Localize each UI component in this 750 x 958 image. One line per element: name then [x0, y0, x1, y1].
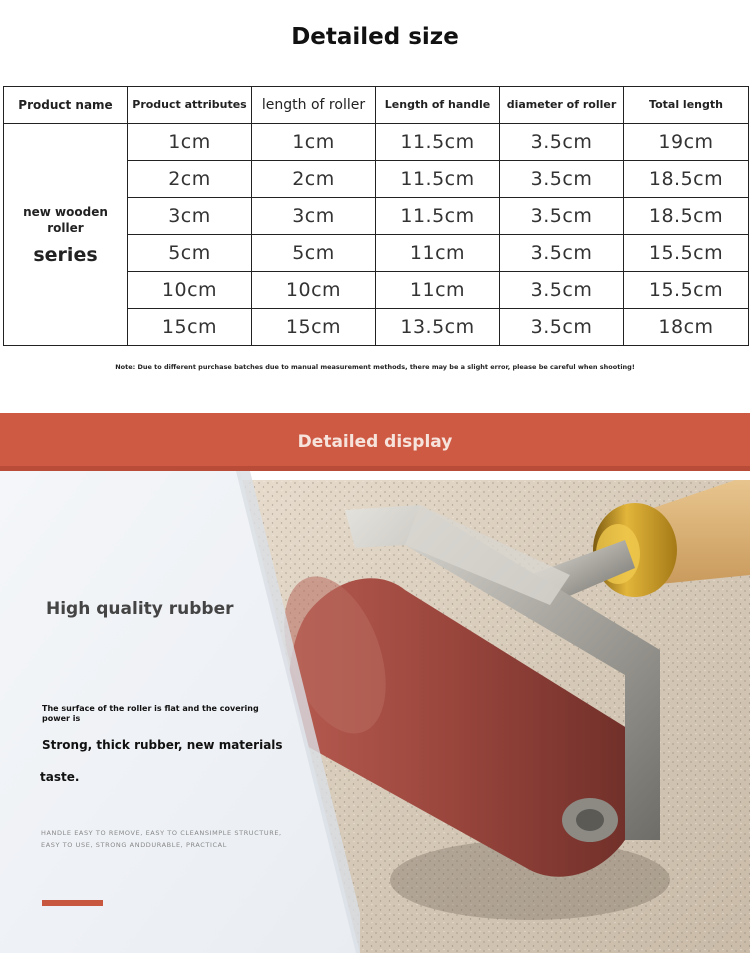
header-product-name: Product name: [4, 87, 128, 124]
cell-attribute: 10cm: [128, 272, 252, 309]
cell-total-length: 15.5cm: [624, 235, 749, 272]
feature-fine-print: HANDLE EASY TO REMOVE, EASY TO CLEANSIMPLE STRUCTURE, EASY TO USE, STRONG ANDDURABLE, PRACTICAL: [41, 829, 282, 849]
header-diameter-of-roller: diameter of roller: [500, 87, 624, 124]
page-title: Detailed size: [291, 24, 459, 50]
table-row: [4, 124, 749, 161]
cell-diameter: 3.5cm: [500, 124, 624, 161]
cell-handle-length: 11.5cm: [376, 198, 500, 235]
feature-line-2: Strong, thick rubber, new materials: [42, 738, 283, 752]
banner-title: Detailed display: [297, 432, 453, 452]
cell-roller-length: 10cm: [252, 272, 376, 309]
cell-roller-length: 15cm: [252, 309, 376, 346]
cell-diameter: 3.5cm: [500, 161, 624, 198]
product-name: new wooden roller: [23, 204, 108, 235]
size-table: [3, 86, 749, 346]
cell-diameter: 3.5cm: [500, 309, 624, 346]
header-length-of-roller: length of roller: [252, 87, 376, 124]
cell-diameter: 3.5cm: [500, 235, 624, 272]
cell-handle-length: 11cm: [376, 235, 500, 272]
cell-total-length: 15.5cm: [624, 272, 749, 309]
header-length-of-handle: Length of handle: [376, 87, 500, 124]
feature-title: High quality rubber: [46, 599, 234, 619]
feature-line-3: taste.: [40, 770, 80, 784]
product-name-cell: [4, 124, 128, 346]
table-header-row: [4, 87, 749, 124]
cell-handle-length: 11.5cm: [376, 161, 500, 198]
cell-total-length: 18.5cm: [624, 198, 749, 235]
cell-diameter: 3.5cm: [500, 198, 624, 235]
cell-roller-length: 1cm: [252, 124, 376, 161]
product-series: series: [33, 243, 98, 266]
cell-diameter: 3.5cm: [500, 272, 624, 309]
cell-total-length: 19cm: [624, 124, 749, 161]
header-product-attributes: Product attributes: [128, 87, 252, 124]
accent-bar: [42, 900, 103, 906]
measurement-note: Note: Due to different purchase batches due to manual measurement methods, there may be a slight error, please be careful when shooting!: [115, 363, 635, 371]
cell-attribute: 3cm: [128, 198, 252, 235]
cell-handle-length: 13.5cm: [376, 309, 500, 346]
cell-roller-length: 5cm: [252, 235, 376, 272]
header-total-length: Total length: [624, 87, 749, 124]
cell-attribute: 2cm: [128, 161, 252, 198]
cell-total-length: 18.5cm: [624, 161, 749, 198]
cell-roller-length: 3cm: [252, 198, 376, 235]
cell-attribute: 15cm: [128, 309, 252, 346]
cell-attribute: 1cm: [128, 124, 252, 161]
feature-line-1: The surface of the roller is flat and the covering power is: [42, 704, 259, 723]
cell-handle-length: 11cm: [376, 272, 500, 309]
cell-roller-length: 2cm: [252, 161, 376, 198]
cell-attribute: 5cm: [128, 235, 252, 272]
cell-handle-length: 11.5cm: [376, 124, 500, 161]
cell-total-length: 18cm: [624, 309, 749, 346]
